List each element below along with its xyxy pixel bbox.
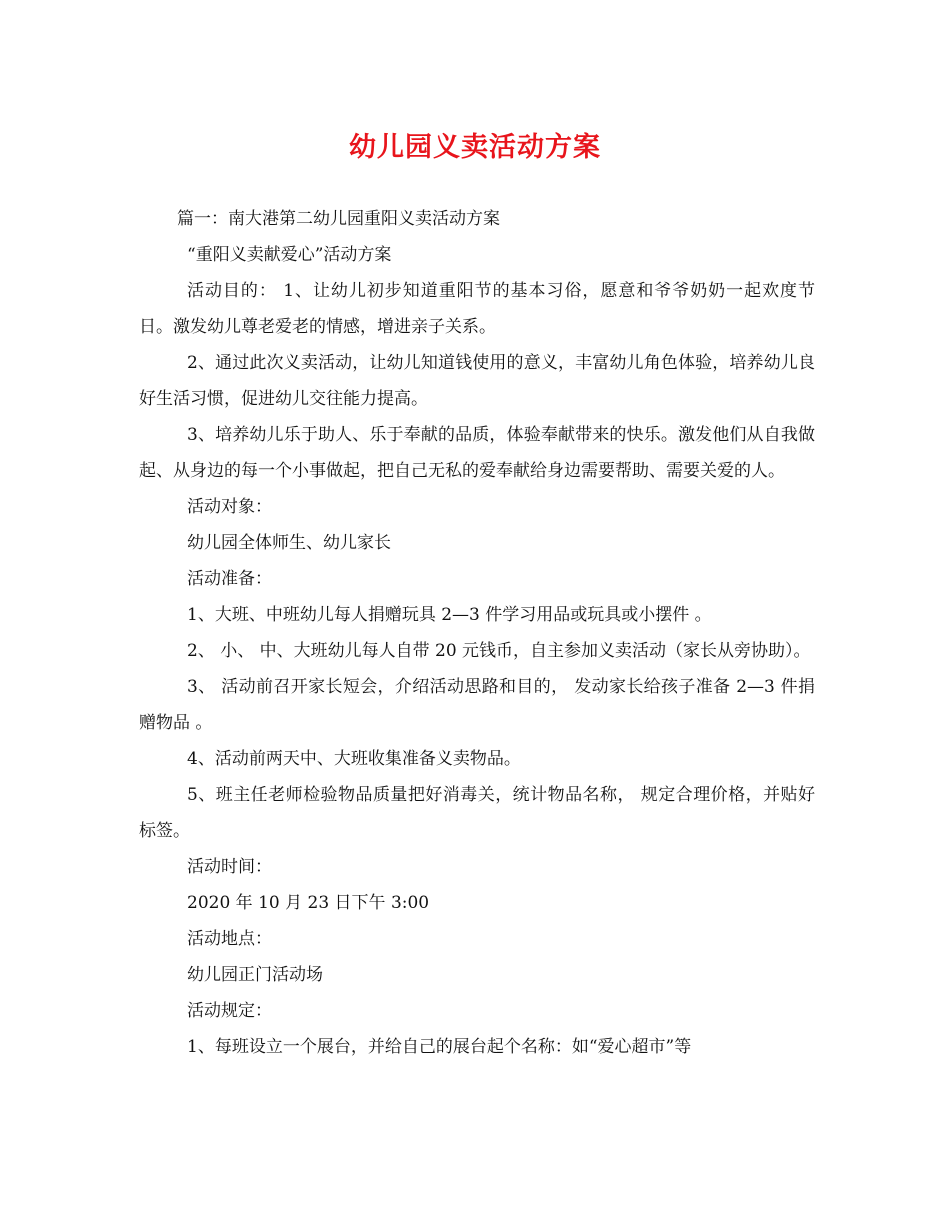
text-time: 2020 年 10 月 23 日下午 3:00 (187, 893, 430, 913)
section-heading: 篇一：南大港第二幼儿园重阳义卖活动方案 (177, 209, 500, 229)
paragraph-purpose-3: 3、培养幼儿乐于助人、乐于奉献的品质，体验奉献带来的快乐。激发他们从自我做起、从身边的每一个小事做起，把自己无私的爱奉献给身边需要帮助、需要关爱的人。 (139, 425, 815, 481)
plan-subtitle: “重阳义卖献爱心”活动方案 (187, 245, 392, 265)
page-title: 幼儿园义卖活动方案 (349, 132, 601, 163)
document-body (139, 201, 815, 1065)
paragraph-purpose-1: 活动目的： 1、让幼儿初步知道重阳节的基本习俗，愿意和爷爷奶奶一起欢度节日。激发幼儿尊老爱老的情感，增进亲子关系。 (139, 281, 815, 337)
paragraph-prep-2: 2、 小、 中、大班幼儿每人自带 20 元钱币，自主参加义卖活动（家长从旁协助）。 (187, 641, 811, 661)
paragraph-prep-5: 5、班主任老师检验物品质量把好消毒关，统计物品名称， 规定合理价格，并贴好标签。 (139, 785, 815, 841)
text-target: 幼儿园全体师生、幼儿家长 (187, 533, 391, 553)
paragraph-prep-4: 4、活动前两天中、大班收集准备义卖物品。 (187, 749, 521, 769)
heading-target: 活动对象： (187, 497, 272, 517)
paragraph-purpose-2: 2、通过此次义卖活动，让幼儿知道钱使用的意义，丰富幼儿角色体验，培养幼儿良好生活习惯，促进幼儿交往能力提高。 (139, 353, 815, 409)
heading-preparation: 活动准备： (187, 569, 272, 589)
heading-location: 活动地点： (187, 929, 272, 949)
paragraph-prep-3: 3、 活动前召开家长短会，介绍活动思路和目的， 发动家长给孩子准备 2—3 件捐赠物品 。 (139, 677, 815, 733)
paragraph-prep-1: 1、大班、中班幼儿每人捐赠玩具 2—3 件学习用品或玩具或小摆件 。 (187, 605, 712, 625)
heading-rules: 活动规定： (187, 1001, 272, 1021)
heading-time: 活动时间： (187, 857, 272, 877)
text-location: 幼儿园正门活动场 (187, 965, 323, 985)
paragraph-rule-1: 1、每班设立一个展台，并给自己的展台起个名称：如“爱心超市”等 (187, 1037, 692, 1057)
